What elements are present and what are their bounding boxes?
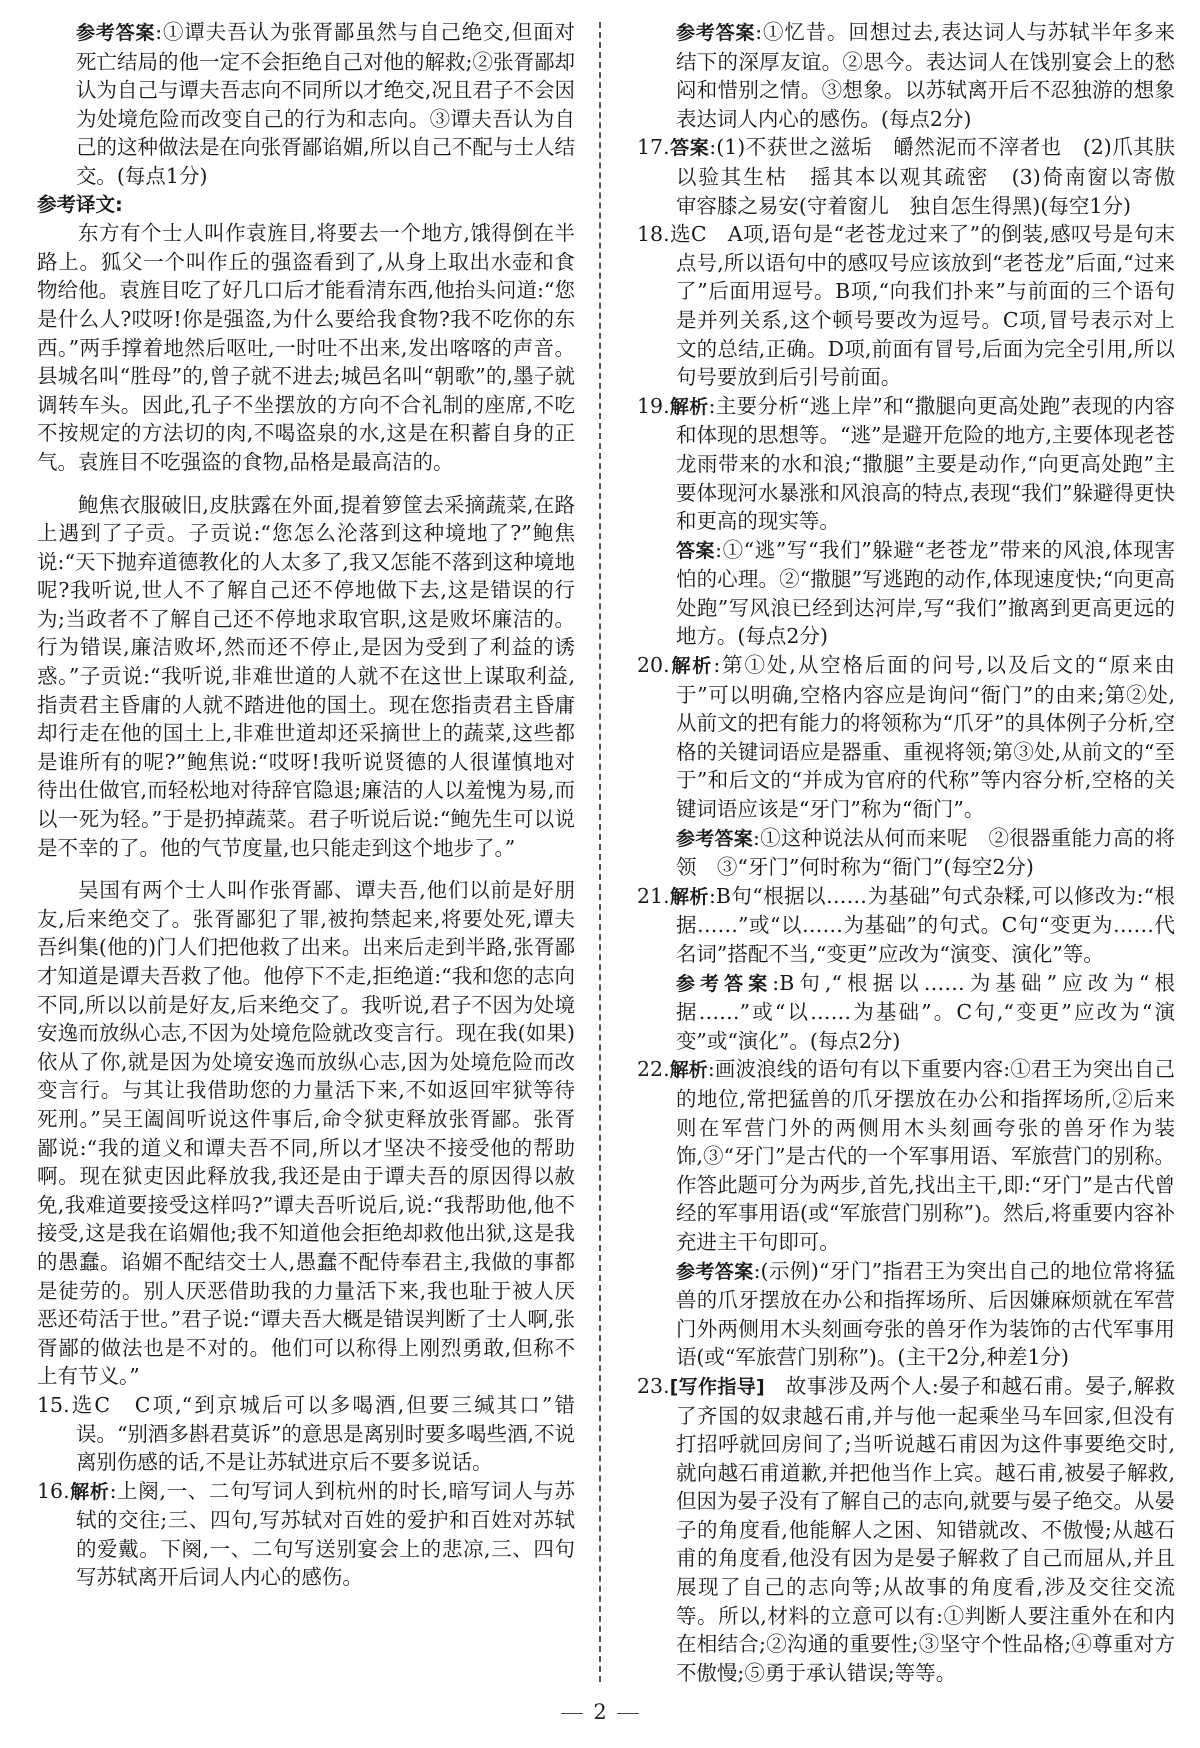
question-20-answer <box>637 824 1175 882</box>
question-23 <box>637 1372 1175 1688</box>
left-column <box>37 18 575 1592</box>
question-text: 选C C项,“到京城后可以多喝酒,但要三缄其口”错误。“别酒多斟君莫诉”的意思是离别时要多喝些酒,不说离别伤感的话,不是让苏轼进京后不要多说话。 <box>69 1392 575 1475</box>
question-text: 选C A项,语句是“老苍龙过来了”的倒装,感叹号是句末点号,所以语句中的感叹号应该放到“老苍龙”后面,“过来了”后面用逗号。B项,“向我们扑来”与前面的三个语句是并列关系,这个顿号要改为逗号。C项,冒号表示对上文的总结,正确。D项,前面有冒号,后面为完全引用,所以句号要放到后引号前面。 <box>669 222 1175 390</box>
question-16 <box>37 1477 575 1592</box>
question-text: 故事涉及两个人:晏子和越石甫。晏子,解救了齐国的奴隶越石甫,并与他一起乘坐马车回家,但没有打招呼就回房间了;当听说越石甫因为这件事要绝交时,就向越石甫道歉,并把他当作上宾。越石甫,被晏子解救,但因为晏子没有了解自己的志向,就要与晏子绝交。从晏子的角度看,他能解人之困、知错就改、不傲慢;从越石甫的角度看,他没有因为是晏子解救了自己而屈从,并且展现了自己的志向等;从故事的角度看,涉及交往交流等。所以,材料的立意可以有:①判断人要注重外在和内在相结合;②沟通的重要性;③坚守个性品格;④尊重对方不傲慢;⑤勇于承认错误;等等。 <box>675 1373 1175 1685</box>
question-text: :(1)不获世之滋垢 皭然泥而不滓者也 (2)爪其肤以验其生枯 摇其本以观其疏密 (3)倚南窗以寄傲 审容膝之易安(守着窗儿 独自怎生得黑)(每空1分) <box>675 135 1196 218</box>
question-22 <box>637 1055 1175 1256</box>
question-21 <box>637 882 1175 969</box>
analysis-label: 解析 <box>69 1480 110 1503</box>
answer-text: :①“逃”写“我们”躲避“老苍龙”带来的风浪,体现害怕的心理。②“撒腿”写逃跑的动作,体现速度快;“向更高处跑”写风浪已经到达河岸,写“我们”撤离到更高更远的地方。(每点2分) <box>675 537 1175 649</box>
question-text: :画波浪线的语句有以下重要内容:①君王为突出自己的地位,常把猛兽的爪牙摆放在办公和指挥场所,②后来则在军营门外的两侧用木头刻画夸张的兽牙作为装饰,③“牙门”是古代的一个军事用语、军旅营门的别称。作答此题可分为两步,首先,找出主干,即:“牙门”是古代曾经的军事用语(或“军旅营门别称”)。然后,将重要内容补充进主干句即可。 <box>675 1057 1175 1254</box>
answer-label: 参考答案 <box>675 827 753 850</box>
question-number: 15. <box>37 1392 70 1417</box>
question-text: :第①处,从空格后面的问号,以及后文的“原来由于”可以明确,空格内容应是询问“衙门”的由来;第②处,从前文的把有能力的将领称为“爪牙”的具体例子分析,空格的关键词语应是器重、重视将领;第③处,从前文的“至于”和后文的“并成为官府的代称”等内容分析,空格的关键词语应该是“牙门”称为“衙门”。 <box>675 653 1175 822</box>
question-text: :主要分析“逃上岸”和“撒腿向更高处跑”表现的内容和体现的思想等。“逃”是避开危险的地方,主要体现老苍龙雨带来的水和浪;“撒腿”主要是动作,“向更高处跑”主要体现河水暴涨和风浪高的特点,表现“我们”躲避得更快和更高的现实等。 <box>675 393 1175 534</box>
answer-text: :B句,“根据以……为基础”应改为“根据……”或“以……为基础”。C句,“变更”应改为“演变”或“演化”。(每点2分) <box>675 970 1175 1053</box>
answer-text: :①谭夫吾认为张胥鄙虽然与自己绝交,但面对死亡结局的他一定不会拒绝自己对他的解救;②张胥鄙却认为自己与谭夫吾志向不同所以才绝交,况且君子不会因为处境危险而改变自己的行为和志向。③谭夫吾认为自己的这种做法是在向张胥鄙谄媚,所以自己不配与士人结交。(每点1分) <box>75 20 575 188</box>
question-number: 23. <box>637 1373 670 1398</box>
translation-para-2: 鲍焦衣服破旧,皮肤露在外面,提着箩筐去采摘蔬菜,在路上遇到了子贡。子贡说:“您怎么沦落到这种境地了?”鲍焦说:“天下抛弃道德教化的人太多了,我又怎能不落到这种境地呢?我听说,世人不了解自己还不停地做下去,这是错误的行为;当政者不了解自己还不停地求取官职,这是败坏廉洁的。行为错误,廉洁败坏,然而还不停止,是因为受到了利益的诱惑。”子贡说:“我听说,非难世道的人就不在这世上谋取利益,指责君主昏庸的人就不踏进他的国土。现在您指责君主昏庸却行走在他的国土上,非难世道却还采摘世上的蔬菜,这些都是谁所有的呢?”鲍焦说:“哎呀!我听说贤德的人很谨慎地对待出仕做官,而轻松地对待辞官隐退;廉洁的人以羞愧为易,而以一死为轻。”于是扔掉蔬菜。君子听说后说:“鲍先生可以说是不幸的了。他的气节度量,也只能走到这个地步了。” <box>37 492 575 860</box>
answer-label: 参考答案 <box>675 1260 754 1283</box>
column-divider <box>599 22 601 1682</box>
analysis-label: 解析 <box>669 395 709 418</box>
page-footer <box>0 1700 1200 1724</box>
page-number: 2 <box>593 1700 607 1724</box>
question-number: 18. <box>637 222 670 247</box>
footer-dash-right <box>617 1713 639 1714</box>
question-number: 19. <box>637 393 670 418</box>
question-number: 16. <box>37 1478 70 1503</box>
question-17 <box>637 133 1196 220</box>
answer-text: :①这种说法从何而来呢 ②很器重能力高的将领 ③“牙门”何时称为“衙门”(每空2分) <box>675 825 1175 880</box>
question-15 <box>37 1391 575 1477</box>
answer-label: 参考答案 <box>675 972 773 995</box>
translation-para-1: 东方有个士人叫作袁旌目,将要去一个地方,饿得倒在半路上。狐父一个叫作丘的强盗看到了,从身上取出水壶和食物给他。袁旌目吃了好几口后才能看清东西,他抬头问道:“您是什么人?哎呀!你是强盗,为什么要给我食物?我不吃你的东西。”两手撑着地然后呕吐,一时吐不出来,发出喀喀的声音。县城名叫“胜母”的,曾子就不进去;城邑名叫“朝歌”的,墨子就调转车头。因此,孔子不坐摆放的方向不合礼制的座席,不吃不按规定的方法切的肉,不喝盗泉的水,这是在积蓄自身的正气。袁旌目不吃强盗的食物,品格是最高洁的。 <box>37 221 575 474</box>
answer-label: 参考答案 <box>75 22 156 44</box>
answer-text: :①忆昔。回想过去,表达词人与苏轼半年多来结下的深厚友谊。②思今。表达词人在饯别宴会上的愁闷和惜别之情。③想象。以苏轼离开后不忍独游的想象表达词人内心的感伤。(每点2分) <box>675 20 1175 131</box>
question-22-answer <box>637 1257 1175 1372</box>
answer-label: 答案 <box>675 539 716 562</box>
question-text: :上阕,一、二句写词人到杭州的时长,暗写词人与苏轼的交往;三、四句,写苏轼对百姓的爱护和百姓对苏轼的爱戴。下阕,一、二句写送别宴会上的悲凉,三、四句写苏轼离开后词人内心的感伤。 <box>75 1478 575 1590</box>
answer-intro <box>37 18 575 191</box>
question-number: 20. <box>637 653 670 678</box>
answer-text: :(示例)“牙门”指君王为突出自己的地位常将猛兽的爪牙摆放在办公和指挥场所、后因嫌麻烦就在军营门外两侧用木头刻画夸张的兽牙作为装饰的古代军事用语(或“军旅营门别称”)。(主干2分,种差1分) <box>675 1258 1175 1370</box>
footer-dash-left <box>561 1713 583 1714</box>
question-21-answer <box>637 969 1175 1056</box>
answer-label: 答案 <box>669 137 710 160</box>
writing-guide-label: [写作指导] <box>669 1375 765 1398</box>
analysis-label: 解析 <box>669 1059 708 1082</box>
right-column <box>637 18 1196 1687</box>
question-number: 22. <box>637 1057 670 1082</box>
translation-heading: 参考译文: <box>37 192 123 216</box>
question-number: 21. <box>637 883 670 908</box>
question-text: :B句“根据以……为基础”句式杂糅,可以修改为:“根据……”或“以……为基础”的句式。C句“变更为……代名词”搭配不当,“变更”应改为“演变、演化”等。 <box>675 883 1175 966</box>
analysis-label: 解析 <box>669 885 709 908</box>
question-20 <box>637 651 1175 824</box>
translation-para-3: 吴国有两个士人叫作张胥鄙、谭夫吾,他们以前是好朋友,后来绝交了。张胥鄙犯了罪,被拘禁起来,将要处死,谭夫吾纠集(他的)门人们把他救了出来。出来后走到半路,张胥鄙才知道是谭夫吾救了他。他停下不走,拒绝道:“我和您的志向不同,所以以前是好友,后来绝交了。我听说,君子不因为处境安逸而放纵心志,不因为处境危险就改变言行。现在我(如果)依从了你,就是因为处境安逸而放纵心志,因为处境危险而改变言行。与其让我借助您的力量活下来,不如返回牢狱等待死刑。”吴王阖闾听说这件事后,命令狱吏释放张胥鄙。张胥鄙说:“我的道义和谭夫吾不同,所以才坚决不接受他的帮助啊。现在狱吏因此释放我,我还是由于谭夫吾的原因得以赦免,我难道要接受这样吗?”谭夫吾听说后,说:“我帮助他,他不接受,这是我在谄媚他;我不知道他会拒绝却救他出狱,这是我的愚蠢。谄媚不配结交士人,愚蠢不配侍奉君主,我做的事都是徒劳的。别人厌恶借助我的力量活下来,我也耻于被人厌恶还苟活于世。”君子说:“谭夫吾大概是错误判断了士人啊,张胥鄙的做法也是不对的。他们可以称得上刚烈勇敢,但称不上有节义。” <box>37 878 575 1389</box>
analysis-label: 解析 <box>669 655 714 678</box>
question-18 <box>637 220 1175 392</box>
answer-label: 参考答案 <box>675 22 756 44</box>
question-number: 17. <box>637 135 670 160</box>
question-16-answer <box>637 18 1175 133</box>
question-19-answer <box>637 536 1175 651</box>
question-19 <box>637 392 1175 536</box>
